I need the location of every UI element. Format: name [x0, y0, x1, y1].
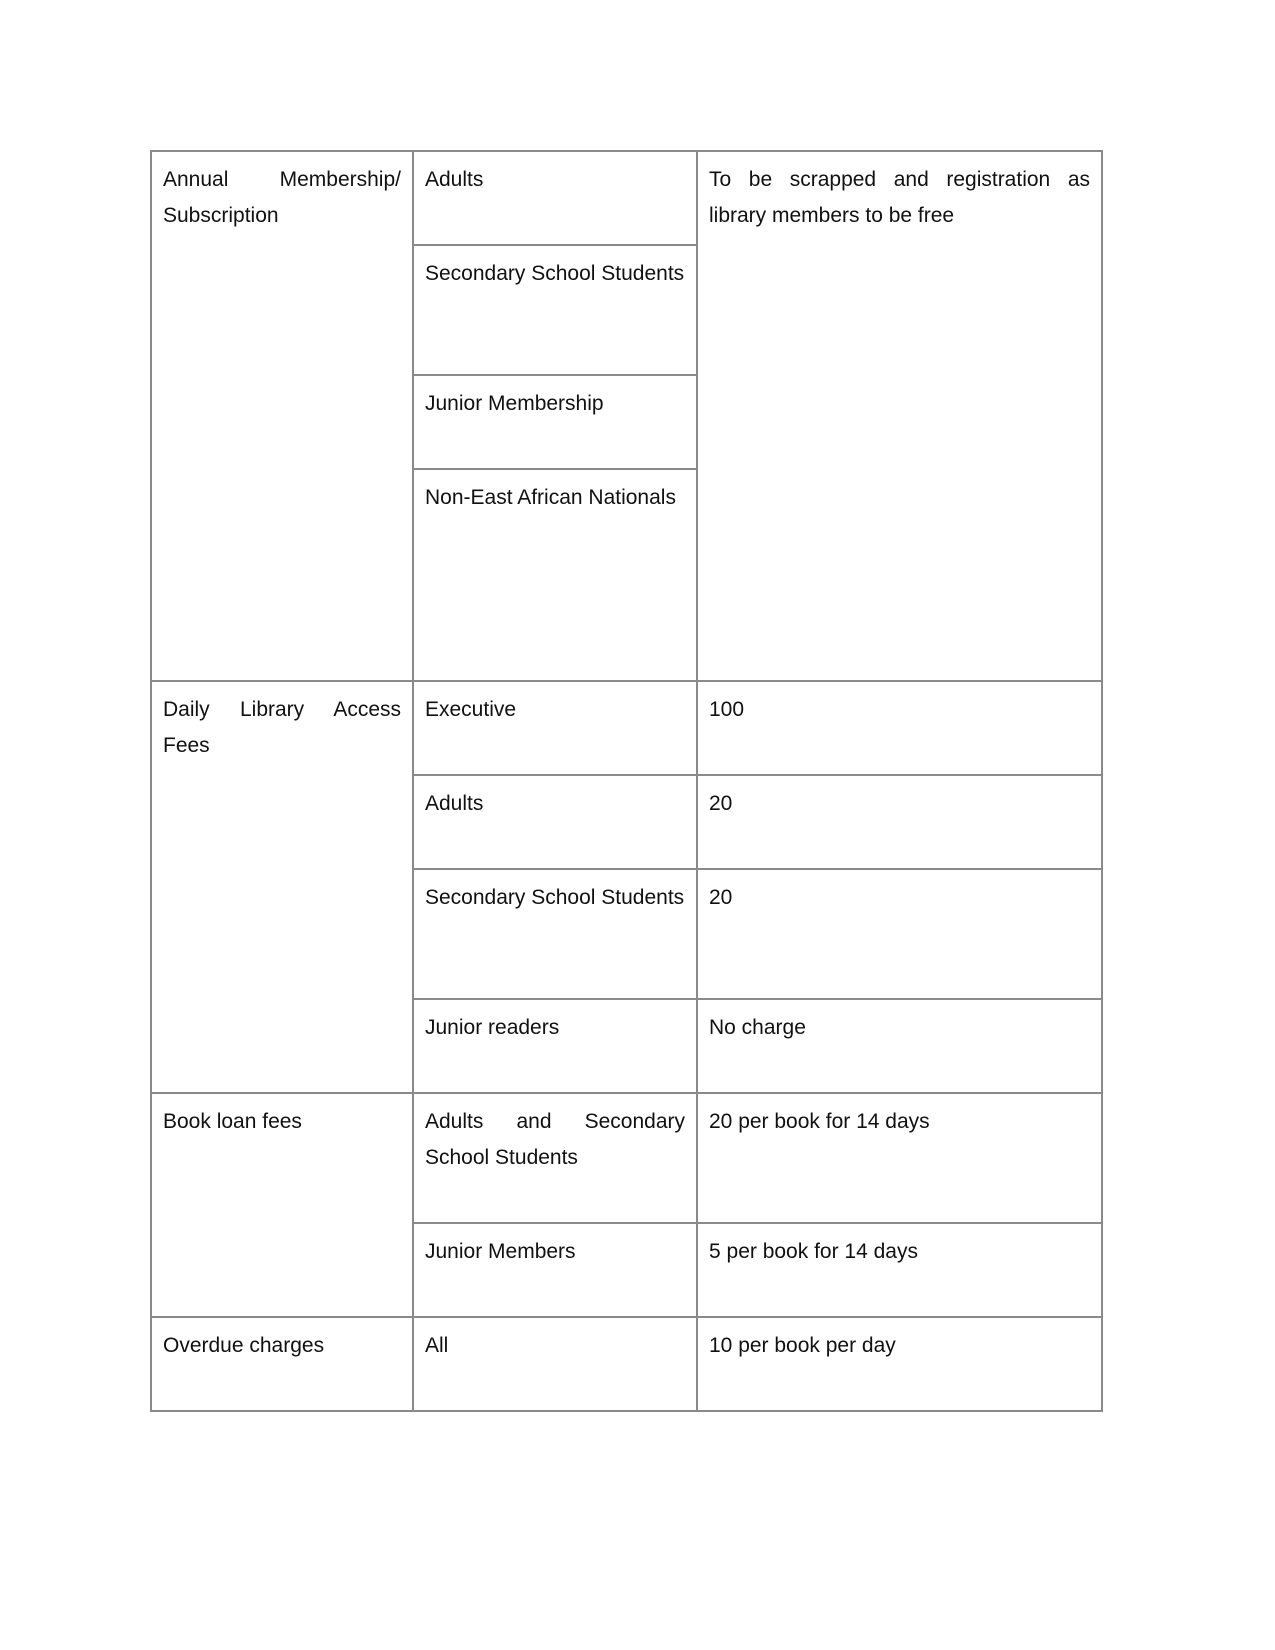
category-label: Daily Library Access Fees — [163, 698, 401, 757]
group-cell — [413, 1223, 697, 1317]
fee-cell — [697, 151, 1102, 681]
group-cell — [413, 469, 697, 681]
category-cell — [151, 681, 413, 1093]
group-label: Secondary School Students — [425, 262, 685, 285]
group-cell — [413, 869, 697, 999]
group-cell — [413, 775, 697, 869]
group-label: Adults and Secondary School Students — [425, 1110, 685, 1169]
group-label: Executive — [425, 698, 517, 721]
group-label: Secondary School Students — [425, 886, 685, 909]
fee-cell — [697, 1093, 1102, 1223]
group-cell — [413, 999, 697, 1093]
fee-cell — [697, 999, 1102, 1093]
group-cell — [413, 245, 697, 375]
group-cell — [413, 375, 697, 469]
fee-cell — [697, 869, 1102, 999]
group-label: Junior Members — [425, 1240, 576, 1263]
category-label: Annual Membership/ Subscription — [163, 168, 401, 227]
fee-value: 20 — [709, 886, 733, 909]
category-cell — [151, 1093, 413, 1317]
library-fees-table — [150, 150, 1103, 1412]
fee-value: 20 per book for 14 days — [709, 1110, 930, 1133]
group-label: Adults — [425, 168, 484, 191]
group-cell — [413, 681, 697, 775]
category-label: Overdue charges — [163, 1334, 325, 1357]
fee-value: To be scrapped and registration as library members to be free — [709, 168, 1090, 227]
fee-cell — [697, 681, 1102, 775]
table-row — [151, 681, 1102, 775]
group-label: All — [425, 1334, 449, 1357]
group-cell — [413, 1093, 697, 1223]
group-label: Junior readers — [425, 1016, 560, 1039]
category-label: Book loan fees — [163, 1110, 302, 1133]
group-label: Junior Membership — [425, 392, 604, 415]
fee-value: 20 — [709, 792, 733, 815]
fee-value: No charge — [709, 1016, 806, 1039]
table-row — [151, 1317, 1102, 1411]
fee-value: 100 — [709, 698, 745, 721]
group-cell — [413, 151, 697, 245]
table-row — [151, 1093, 1102, 1223]
category-cell — [151, 1317, 413, 1411]
fee-value: 5 per book for 14 days — [709, 1240, 918, 1263]
group-label: Non-East African Nationals — [425, 486, 676, 509]
fee-cell — [697, 775, 1102, 869]
fee-cell — [697, 1317, 1102, 1411]
fee-value: 10 per book per day — [709, 1334, 896, 1357]
category-cell — [151, 151, 413, 681]
group-cell — [413, 1317, 697, 1411]
group-label: Adults — [425, 792, 484, 815]
table-row — [151, 151, 1102, 245]
fee-cell — [697, 1223, 1102, 1317]
